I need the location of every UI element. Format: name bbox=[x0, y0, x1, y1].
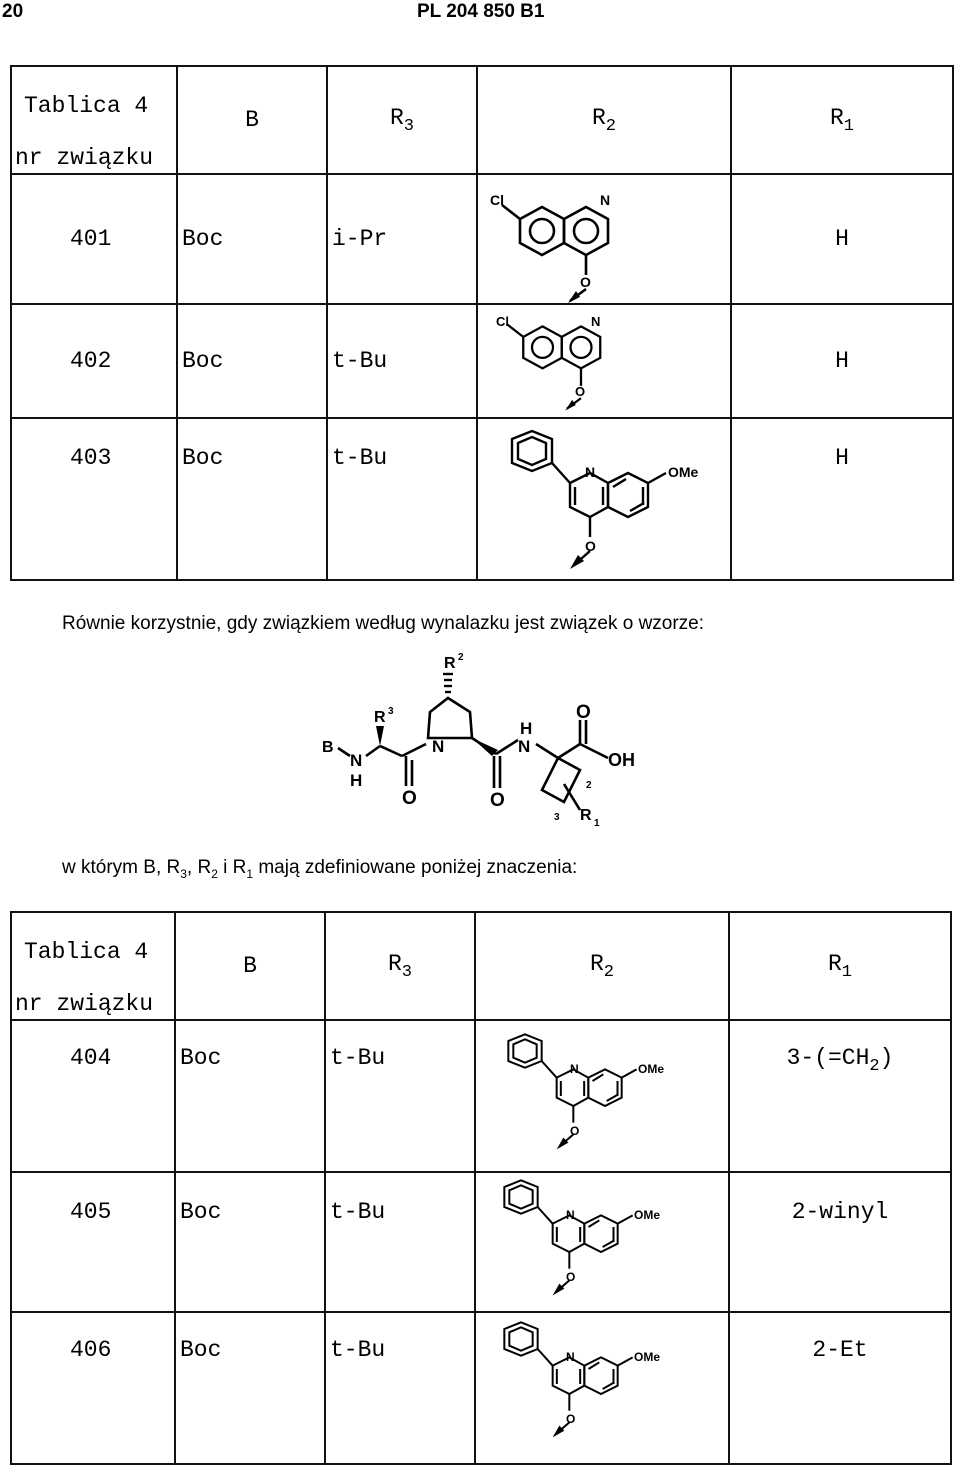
svg-text:R: R bbox=[444, 655, 456, 672]
header-col-r1: $R_1$ bbox=[729, 912, 951, 1020]
compound-r3: t-Bu bbox=[325, 1172, 475, 1312]
svg-text:1: 1 bbox=[594, 818, 600, 829]
svg-text:N: N bbox=[566, 1208, 575, 1222]
compound-id: 402 bbox=[11, 304, 177, 418]
compound-b: Boc bbox=[175, 1172, 325, 1312]
svg-text:O: O bbox=[580, 274, 591, 290]
svg-text:OMe: OMe bbox=[668, 464, 699, 480]
svg-text:OMe: OMe bbox=[634, 1350, 661, 1364]
svg-text:N: N bbox=[432, 737, 445, 756]
compound-b: Boc bbox=[177, 418, 327, 580]
compound-r1: 2-Et bbox=[729, 1312, 951, 1464]
chloroquinoline-structure bbox=[490, 306, 640, 418]
svg-text:R: R bbox=[580, 807, 592, 824]
svg-text:N: N bbox=[518, 737, 531, 756]
table-row bbox=[11, 174, 953, 304]
svg-text:N: N bbox=[350, 751, 363, 770]
svg-text:N: N bbox=[566, 1350, 575, 1364]
compound-r2-structure bbox=[477, 304, 731, 418]
table-row bbox=[11, 418, 953, 580]
header-compound-no bbox=[11, 912, 175, 1020]
compound-id: 401 bbox=[11, 174, 177, 304]
svg-text:N: N bbox=[591, 314, 601, 329]
compound-r2-structure bbox=[475, 1020, 729, 1172]
svg-text:B: B bbox=[322, 739, 334, 756]
compound-r2-structure bbox=[477, 174, 731, 304]
header-col-r3: $R_3$ bbox=[325, 912, 475, 1020]
svg-text:N: N bbox=[570, 1062, 579, 1076]
general-formula bbox=[318, 648, 648, 830]
svg-text:OH: OH bbox=[608, 750, 635, 770]
svg-text:O: O bbox=[490, 790, 505, 811]
svg-text:O: O bbox=[575, 384, 586, 399]
header-compound-no bbox=[11, 66, 177, 174]
compound-id: 404 bbox=[11, 1020, 175, 1172]
svg-text:3: 3 bbox=[554, 812, 560, 823]
compound-r1: H bbox=[731, 304, 953, 418]
paragraph-definitions: w którym B, $R_3$, $R_2$ i $R_1$ mają zdefiniowane poniżej znaczenia: bbox=[62, 857, 578, 881]
document-id: PL 204 850 B1 bbox=[417, 1, 545, 22]
header-col-r3: $R_3$ bbox=[327, 66, 477, 174]
compound-r1: $3-(=CH_2)$ bbox=[729, 1020, 951, 1172]
header-title: Tablica 4 bbox=[24, 939, 149, 965]
header-col-b: B bbox=[177, 66, 327, 174]
header-subtitle: nr związku bbox=[15, 145, 154, 171]
paragraph-intro: Równie korzystnie, gdy związkiem według wynalazku jest związek o wzorze: bbox=[62, 613, 705, 634]
page-header bbox=[0, 0, 960, 24]
table-header-row bbox=[11, 912, 951, 1020]
compound-r2-structure bbox=[475, 1172, 729, 1312]
compound-r1: H bbox=[731, 418, 953, 580]
compound-id: 403 bbox=[11, 418, 177, 580]
phenylquinoline-structure bbox=[486, 1177, 686, 1311]
svg-text:O: O bbox=[576, 702, 591, 723]
svg-text:O: O bbox=[402, 788, 417, 809]
header-col-r2: $R_2$ bbox=[475, 912, 729, 1020]
compound-b: Boc bbox=[175, 1312, 325, 1464]
compound-r3: t-Bu bbox=[325, 1312, 475, 1464]
compound-r1: 2-winyl bbox=[729, 1172, 951, 1312]
table-row bbox=[11, 1312, 951, 1464]
header-col-b: B bbox=[175, 912, 325, 1020]
phenylquinoline-structure bbox=[490, 427, 730, 577]
header-col-r2: $R_2$ bbox=[477, 66, 731, 174]
svg-text:Cl: Cl bbox=[490, 192, 504, 208]
compound-r2-structure bbox=[475, 1312, 729, 1464]
svg-text:H: H bbox=[350, 771, 363, 790]
svg-text:OMe: OMe bbox=[634, 1208, 661, 1222]
compound-r3: i-Pr bbox=[327, 174, 477, 304]
svg-text:H: H bbox=[520, 719, 533, 738]
compound-r1: H bbox=[731, 174, 953, 304]
table-row bbox=[11, 1172, 951, 1312]
svg-text:O: O bbox=[570, 1124, 580, 1138]
svg-text:N: N bbox=[585, 464, 596, 480]
table-row bbox=[11, 304, 953, 418]
compound-r2-structure bbox=[477, 418, 731, 580]
phenylquinoline-structure bbox=[490, 1031, 690, 1169]
svg-text:N: N bbox=[600, 192, 611, 208]
svg-text:R: R bbox=[374, 709, 386, 726]
compound-b: Boc bbox=[177, 304, 327, 418]
svg-text:O: O bbox=[566, 1270, 576, 1284]
svg-text:O: O bbox=[585, 538, 596, 554]
table-row bbox=[11, 1020, 951, 1172]
chloroquinoline-structure bbox=[482, 177, 652, 305]
svg-text:2: 2 bbox=[458, 652, 464, 663]
svg-text:Cl: Cl bbox=[496, 314, 509, 329]
svg-text:2: 2 bbox=[586, 780, 592, 791]
compound-b: Boc bbox=[175, 1020, 325, 1172]
svg-text:OMe: OMe bbox=[638, 1062, 665, 1076]
compounds-table-bottom bbox=[10, 911, 952, 1465]
compound-r3: t-Bu bbox=[325, 1020, 475, 1172]
compound-id: 406 bbox=[11, 1312, 175, 1464]
phenylquinoline-structure bbox=[486, 1319, 686, 1459]
compounds-table-top bbox=[10, 65, 954, 581]
header-title: Tablica 4 bbox=[24, 93, 149, 119]
header-col-r1: $R_1$ bbox=[731, 66, 953, 174]
compound-r3: t-Bu bbox=[327, 304, 477, 418]
table-header-row bbox=[11, 66, 953, 174]
compound-id: 405 bbox=[11, 1172, 175, 1312]
compound-b: Boc bbox=[177, 174, 327, 304]
compound-r3: t-Bu bbox=[327, 418, 477, 580]
svg-text:O: O bbox=[566, 1412, 576, 1426]
header-subtitle: nr związku bbox=[15, 991, 154, 1017]
page-number: 20 bbox=[2, 1, 24, 22]
svg-text:3: 3 bbox=[388, 706, 394, 717]
